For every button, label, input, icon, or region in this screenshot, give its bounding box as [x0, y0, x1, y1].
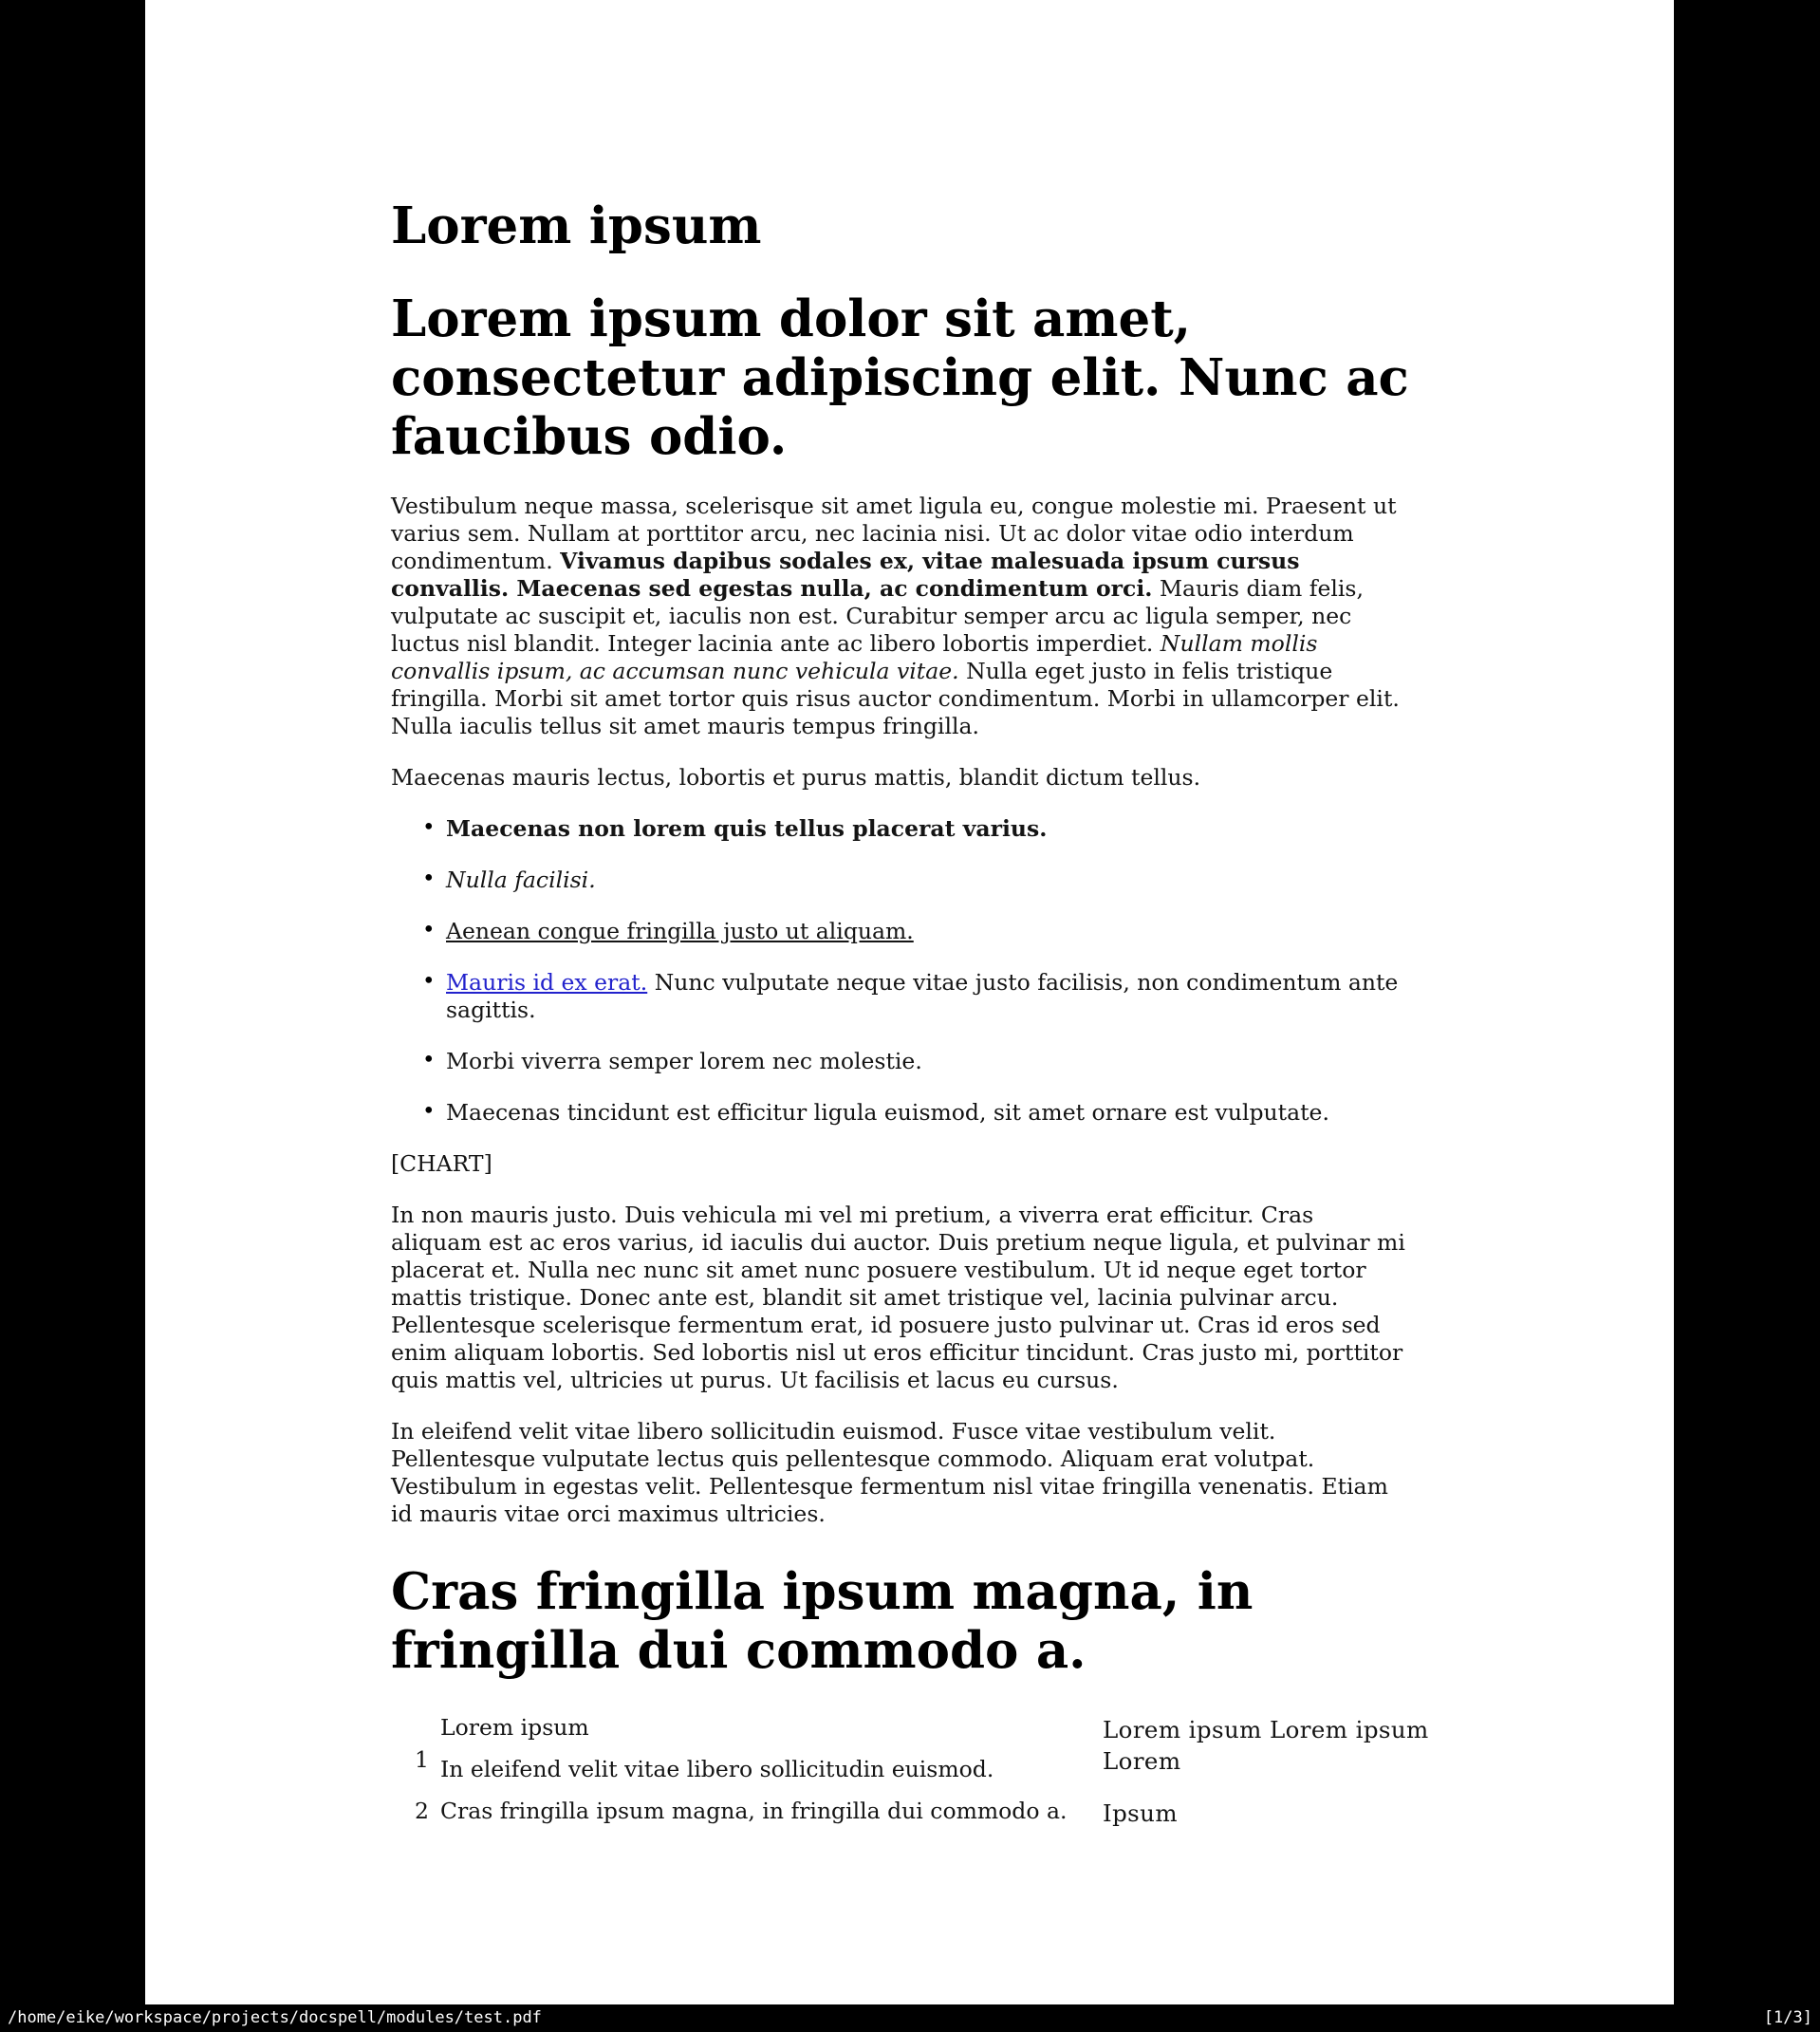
statusbar-page-indicator: [1/3]: [1763, 2008, 1812, 2027]
list-item-text: Nulla facilisi.: [446, 867, 596, 894]
paragraph-1-seg1: Vestibulum neque massa, scelerisque sit amet ligula eu, congue molestie mi. Praesent ut varius sem. Nullam at porttitor arcu, nec lacinia nisi. Ut ac dolor vitae odio interdum condimentum.: [391, 493, 1397, 575]
bullet-list: [391, 815, 1411, 1127]
bullet-icon: •: [422, 1048, 436, 1073]
paragraph-1: [391, 493, 1411, 740]
bullet-icon: •: [422, 969, 436, 995]
footnotes-table: [415, 1714, 1437, 1829]
list-item: [391, 1048, 1411, 1075]
table-header-left: Lorem ipsum: [440, 1714, 589, 1742]
list-item: [391, 867, 1411, 894]
footnote-text: Cras fringilla ipsum magna, in fringilla dui commodo a.: [440, 1798, 1068, 1825]
intro-heading: Lorem ipsum dolor sit amet, consectetur adipiscing elit. Nunc ac faucibus odio.: [391, 289, 1409, 467]
footnote-text: In eleifend velit vitae libero sollicitudin euismod.: [440, 1756, 994, 1783]
statusbar: [0, 2004, 1820, 2032]
list-item-text: Nunc vulputate neque vitae justo facilisis, non condimentum ante sagittis.: [446, 969, 1399, 1024]
list-item-text: Aenean congue fringilla justo ut aliquam.: [446, 918, 914, 945]
bullet-icon: •: [422, 1099, 436, 1125]
pdf-page: [145, 0, 1674, 2004]
paragraph-1-italic: Nullam mollis convallis ipsum, ac accumsan nunc vehicula vitae.: [391, 630, 1318, 685]
statusbar-file-path: /home/eike/workspace/projects/docspell/modules/test.pdf: [8, 2008, 542, 2027]
paragraph-1-bold: Vivamus dapibus sodales ex, vitae malesuada ipsum cursus convallis. Maecenas sed egestas nulla, ac condimentum orci.: [391, 548, 1300, 603]
paragraph-1-seg3: Mauris diam felis, vulputate ac suscipit et, iaculis non est. Curabitur semper arcu ac ligula semper, nec luctus nisl blandit. Integer lacinia ante ac libero lobortis imperdiet.: [391, 575, 1364, 658]
paragraph-4: In eleifend velit vitae libero sollicitudin euismod. Fusce vitae vestibulum velit. Pellentesque vulputate lectus quis pellentesque commodo. Aliquam erat volutpat. Vestibulum in egestas velit. Pellentesque fermentum nisl vitae fringilla venenatis. Etiam id mauris vitae orci maximus ultricies.: [391, 1418, 1388, 1528]
list-item: [391, 918, 1411, 945]
section-heading: Cras fringilla ipsum magna, in fringilla dui commodo a.: [391, 1562, 1254, 1681]
paragraph-2: Maecenas mauris lectus, lobortis et purus mattis, blandit dictum tellus.: [391, 764, 1201, 792]
paragraph-3: In non mauris justo. Duis vehicula mi vel mi pretium, a viverra erat efficitur. Cras aliquam est ac eros varius, id iaculis dui auctor. Duis pretium neque ligula, et pulvinar mi placerat et. Nulla nec nunc sit amet nunc posuere vestibulum. Ut id neque eget tortor mattis tristique. Donec ante est, blandit sit amet tristique vel, lacinia pulvinar arcu. Pellentesque scelerisque fermentum erat, id posuere justo pulvinar ut. Cras id eros sed enim aliquam lobortis. Sed lobortis nisl ut eros efficitur tincidunt. Cras justo mi, porttitor quis mattis vel, ultricies ut purus. Ut facilisis et lacus eu cursus.: [391, 1202, 1405, 1394]
table-cell-right: Ipsum: [1103, 1799, 1178, 1828]
chart-placeholder: [CHART]: [391, 1150, 492, 1178]
footnote-marker: 1: [415, 1746, 429, 1774]
document-title: Lorem ipsum: [391, 196, 762, 255]
bullet-icon: •: [422, 867, 436, 892]
list-item-text: Maecenas non lorem quis tellus placerat varius.: [446, 815, 1048, 843]
bullet-icon: •: [422, 918, 436, 943]
list-item-text: Maecenas tincidunt est efficitur ligula euismod, sit amet ornare est vulputate.: [446, 1099, 1329, 1127]
table-header-right: Lorem ipsum Lorem ipsum Lorem: [1103, 1716, 1429, 1776]
footnote-marker: 2: [415, 1798, 429, 1825]
mauris-id-ex-erat-link[interactable]: Mauris id ex erat.: [446, 969, 648, 997]
list-item: [391, 969, 1411, 1024]
list-item-text: Morbi viverra semper lorem nec molestie.: [446, 1048, 922, 1075]
list-item: [391, 1099, 1411, 1127]
list-item: [391, 815, 1411, 843]
paragraph-1-seg5: Nulla eget justo in felis tristique fringilla. Morbi sit amet tortor quis risus auctor condimentum. Morbi in ullamcorper elit. Nulla iaculis tellus sit amet mauris tempus fringilla.: [391, 658, 1400, 740]
bullet-icon: •: [422, 815, 436, 841]
document-content: [145, 0, 1429, 1829]
